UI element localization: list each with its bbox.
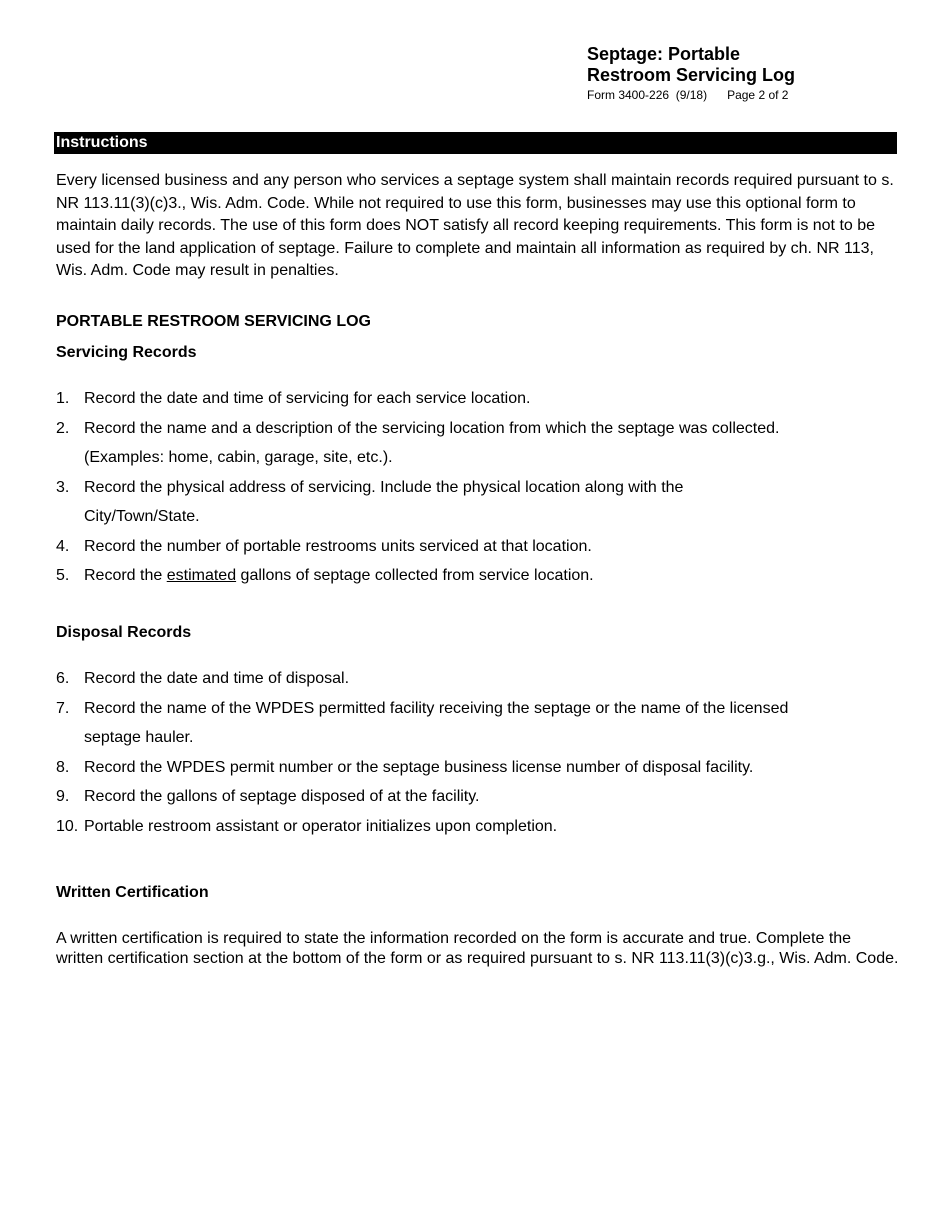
- list-item-number: 7.: [56, 699, 70, 717]
- list-item: [56, 384, 906, 414]
- list-item: [56, 561, 906, 591]
- list-item: [56, 414, 906, 473]
- written-certification-text: A written certification is required to state the information recorded on the form is accurate and true. Complete the written certification section at the bottom of the form or as required pursuant to s. NR 113.11(3)(c)3.g., Wis. Adm. Code.: [56, 930, 899, 967]
- list-item-number: 1.: [56, 390, 70, 407]
- list-item-text: Portable restroom assistant or operator initializes upon completion.: [84, 817, 558, 835]
- list-item-text: Record the physical address of servicing. Include the physical location along with the City/Town/State.: [84, 478, 684, 525]
- list-item-text: Record the number of portable restrooms units serviced at that location.: [84, 537, 592, 555]
- list-item-text: [84, 561, 906, 591]
- list-item-number: 8.: [56, 758, 70, 776]
- disposal-records-list: [56, 664, 906, 841]
- list-item-number: 9.: [56, 788, 70, 805]
- list-item: [56, 753, 906, 783]
- log-heading: PORTABLE RESTROOM SERVICING LOG: [56, 313, 371, 330]
- list-item-text: Record the gallons of septage disposed of at the facility.: [84, 788, 480, 805]
- page-indicator: Page 2 of 2: [727, 88, 789, 102]
- list-item-number: 10.: [56, 817, 79, 835]
- list-item-text: Record the name of the WPDES permitted facility receiving the septage or the name of the licensed septage hauler.: [84, 699, 789, 746]
- disposal-records-heading: Disposal Records: [56, 624, 192, 641]
- list-item-text-end: gallons of septage collected from service location.: [236, 567, 594, 584]
- list-item-text: Record the date and time of disposal.: [84, 670, 350, 687]
- servicing-records-heading: Servicing Records: [56, 344, 197, 361]
- servicing-records-list: [56, 384, 906, 591]
- form-meta: [587, 87, 927, 103]
- form-title-line-2: Restroom Servicing Log: [587, 65, 796, 85]
- instructions-bar: Instructions: [54, 132, 897, 154]
- list-item-number: 2.: [56, 419, 70, 437]
- list-item: [56, 782, 906, 812]
- form-number: Form 3400-226 (9/18): [587, 88, 708, 102]
- list-item-text-start: Record the: [84, 567, 167, 584]
- list-item: [56, 664, 906, 694]
- list-item-text: Record the WPDES permit number or the septage business license number of disposal facility.: [84, 758, 754, 776]
- list-item-text: Record the name and a description of the servicing location from which the septage was collected. (Examples: home, cabin, garage, site, etc.).: [84, 419, 780, 466]
- list-item: [56, 694, 906, 753]
- written-certification-heading: Written Certification: [56, 884, 209, 901]
- list-item-number: 6.: [56, 670, 70, 687]
- estimated-emphasis: estimated: [166, 567, 237, 584]
- form-header: [587, 44, 927, 103]
- list-item-number: 4.: [56, 537, 70, 555]
- list-item-number: 3.: [56, 478, 70, 496]
- list-item: [56, 812, 906, 842]
- list-item: [56, 532, 906, 562]
- form-title-line-1: Septage: Portable: [587, 44, 741, 64]
- list-item: [56, 473, 906, 532]
- intro-paragraph: Every licensed business and any person who services a septage system shall maintain records required pursuant to s. NR 113.11(3)(c)3., Wis. Adm. Code. While not required to use this form, businesses may use this optional form to maintain daily records. The use of this form does NOT satisfy all record keeping requirements. This form is not to be used for the land application of septage. Failure to complete and maintain all information as required by ch. NR 113, Wis. Adm. Code may result in penalties.: [56, 172, 894, 279]
- list-item-text: Record the date and time of servicing for each service location.: [84, 390, 531, 407]
- list-item-number: 5.: [56, 567, 70, 584]
